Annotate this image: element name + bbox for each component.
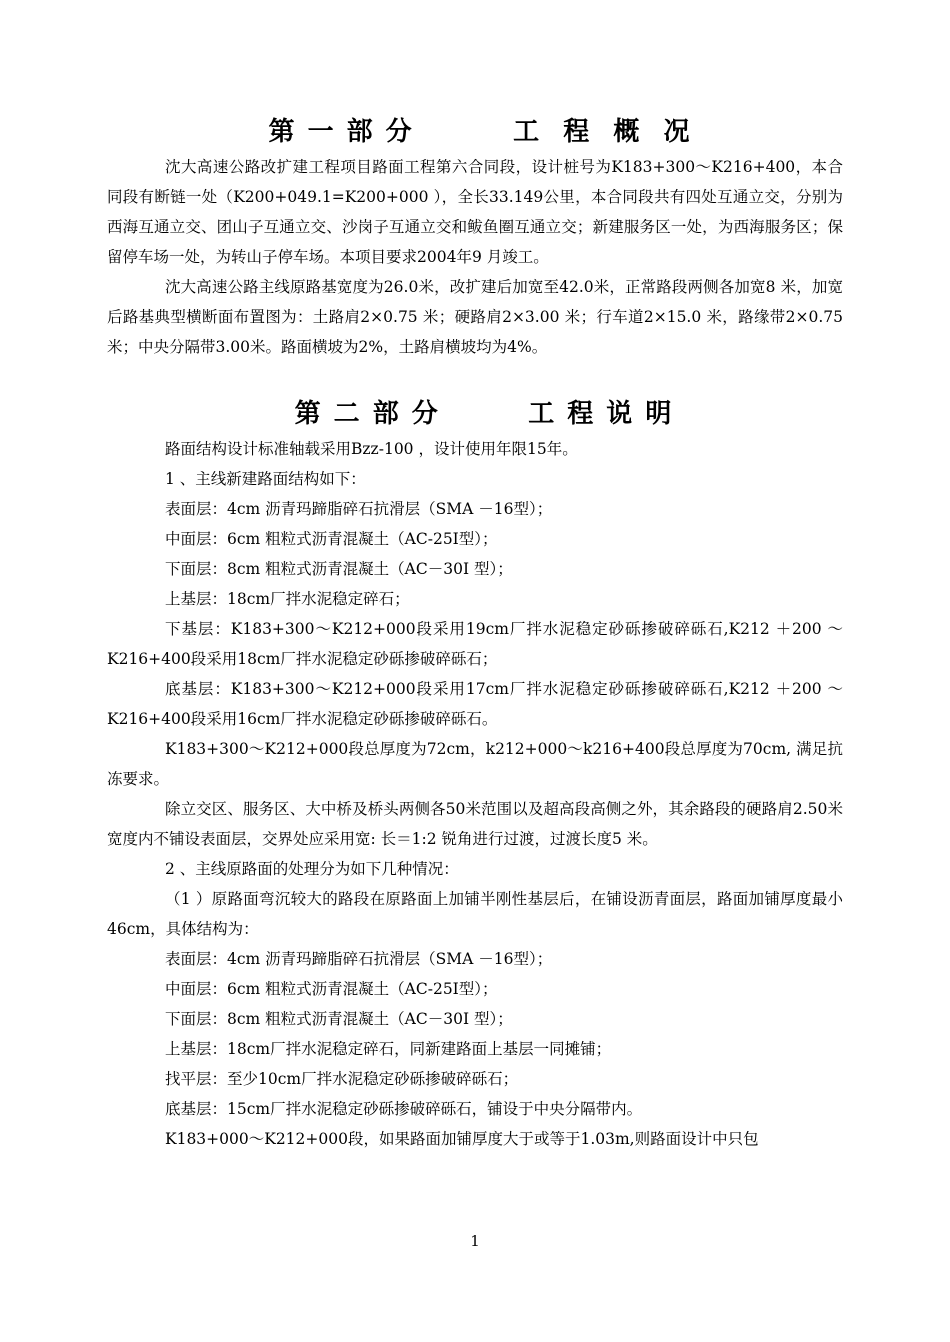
section2-title: 第 二 部 分 工 程 说 明 xyxy=(294,399,674,429)
section2-line: 下基层：K183+300～K212+000段采用19cm厂拌水泥稳定砂砾掺破碎砾石,K212 ＋200 ～K216+400段采用18cm厂拌水泥稳定砂砾掺破碎砾石； xyxy=(107,620,843,668)
section2-line: 2 、主线原路面的处理分为如下几种情况： xyxy=(165,860,459,878)
section2-line: 中面层：6cm 粗粒式沥青混凝土（AC-25I型）； xyxy=(165,530,498,548)
section2-line: 下面层：8cm 粗粒式沥青混凝土（AC－30I 型）； xyxy=(165,1010,513,1028)
section2-line: 底基层：K183+300～K212+000段采用17cm厂拌水泥稳定砂砾掺破碎砾石,K212 ＋200 ～K216+400段采用16cm厂拌水泥稳定砂砾掺破碎砾石。 xyxy=(107,680,843,728)
section2-line: 找平层：至少10cm厂拌水泥稳定砂砾掺破碎砾石； xyxy=(165,1070,519,1088)
section1-paragraph: 沈大高速公路改扩建工程项目路面工程第六合同段，设计桩号为K183+300～K216+400，本合同段有断链一处（K200+049.1=K200+000 ），全长33.149公里，本合同段共有四处互通立交，分别为西海互通立交、团山子互通立交、沙岗子互通立交和鲅鱼圈互通立交；新建服务区一处，为西海服务区；保留停车场一处，为转山子停车场。本项目要求2004年9 月竣工。 xyxy=(107,158,843,266)
section2-line: 表面层：4cm 沥青玛蹄脂碎石抗滑层（SMA －16型）； xyxy=(165,500,553,518)
section2-line: 表面层：4cm 沥青玛蹄脂碎石抗滑层（SMA －16型）； xyxy=(165,950,553,968)
section2-line: （1 ）原路面弯沉较大的路段在原路面上加铺半刚性基层后，在铺设沥青面层，路面加铺厚度最小46cm，具体结构为： xyxy=(107,890,843,938)
section2-line: K183+300～K212+000段总厚度为72cm，k212+000～k216+400段总厚度为70cm, 满足抗冻要求。 xyxy=(107,740,843,788)
page-content xyxy=(107,112,843,1154)
section2-line: K183+000～K212+000段，如果路面加铺厚度大于或等于1.03m,则路面设计中只包 xyxy=(165,1130,759,1148)
section2-line: 上基层：18cm厂拌水泥稳定碎石； xyxy=(165,590,410,608)
section2-line: 下面层：8cm 粗粒式沥青混凝土（AC－30I 型）； xyxy=(165,560,513,578)
section1-paragraph: 沈大高速公路主线原路基宽度为26.0米，改扩建后加宽至42.0米，正常路段两侧各加宽8 米，加宽后路基典型横断面布置图为：土路肩2×0.75 米；硬路肩2×3.00 米；行车道2×15.0 米，路缘带2×0.75 米；中央分隔带3.00米。路面横坡为2%，土路肩横坡均为4%。 xyxy=(107,278,843,356)
section2-line: 路面结构设计标准轴载采用Bzz-100 ，设计使用年限15年。 xyxy=(165,440,578,458)
page-number: 1 xyxy=(470,1232,480,1250)
section2-line: 除立交区、服务区、大中桥及桥头两侧各50米范围以及超高段高侧之外，其余路段的硬路肩2.50米宽度内不铺设表面层，交界处应采用宽: 长＝1:2 锐角进行过渡，过渡长度5 米。 xyxy=(107,800,843,848)
section2-line: 底基层：15cm厂拌水泥稳定砂砾掺破碎砾石，铺设于中央分隔带内。 xyxy=(165,1100,643,1118)
section1-title: 第 一 部 分 工 程 概 况 xyxy=(268,117,692,147)
section2-line: 中面层：6cm 粗粒式沥青混凝土（AC-25I型）； xyxy=(165,980,498,998)
section2-line: 上基层：18cm厂拌水泥稳定碎石，同新建路面上基层一同摊铺； xyxy=(165,1040,612,1058)
section2-line: 1 、主线新建路面结构如下： xyxy=(165,470,366,488)
